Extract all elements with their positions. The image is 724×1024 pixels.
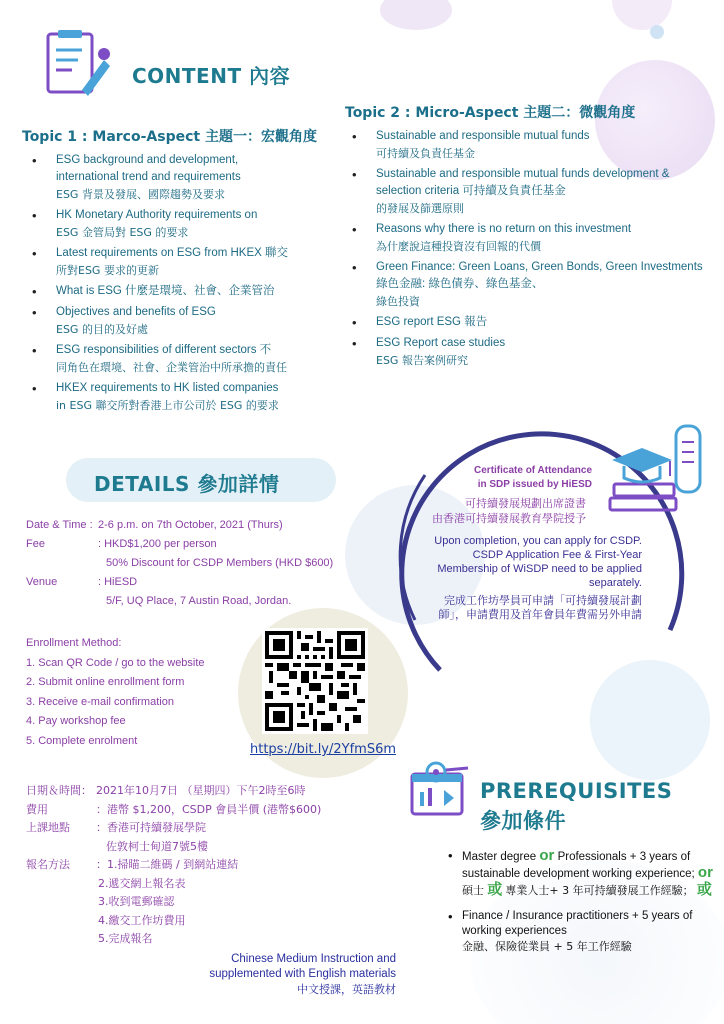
decor-circle bbox=[612, 0, 672, 30]
date-value: 2-6 p.m. on 7th October, 2021 (Thurs) bbox=[98, 519, 283, 531]
prerequisites-icon bbox=[408, 760, 472, 820]
list-item: • Finance / Insurance practitioners + 5 years of working experiences 金融、保險從業員 + 5 年工作經驗 bbox=[446, 909, 716, 955]
topic1-list bbox=[22, 152, 332, 414]
fee-discount: 50% Discount for CSDP Members (HKD $600) bbox=[106, 557, 334, 569]
enrollment-method bbox=[26, 634, 246, 751]
prerequisites-list bbox=[446, 848, 716, 963]
topic1-title: Topic 1 : Marco-Aspect 主題一：宏觀角度 bbox=[22, 129, 317, 145]
fee-value: : HKD$1,200 per person bbox=[98, 538, 217, 550]
enroll-step: 3. Receive e-mail confirmation bbox=[26, 695, 174, 708]
list-item: • Sustainable and responsible mutual funds development & selection criteria 可持續及負責任基金 的發展及篩選原則 bbox=[342, 166, 712, 217]
list-item: • Reasons why there is no return on this investment 為什麼說這種投資沒有回報的代價 bbox=[342, 221, 712, 255]
list-item: • HK Monetary Authority requirements on ESG 金管局對 ESG 的要求 bbox=[22, 207, 332, 241]
enroll-step: 4. Pay workshop fee bbox=[26, 715, 126, 727]
enroll-title: Enrollment Method: bbox=[26, 637, 122, 649]
list-item: • Sustainable and responsible mutual funds 可持續及負責任基金 bbox=[342, 128, 712, 162]
enroll-step: 5. Complete enrolment bbox=[26, 734, 138, 747]
venue-address: 5/F, UQ Place, 7 Austin Road, Jordan. bbox=[106, 595, 292, 607]
medium-note: Chinese Medium Instruction and supplemented with English materials 中文授課，英語教材 bbox=[209, 953, 396, 996]
qr-code[interactable] bbox=[262, 628, 368, 734]
date-label: Date & Time : bbox=[26, 519, 93, 531]
fee-label: Fee bbox=[26, 538, 45, 550]
decor-circle bbox=[650, 25, 664, 39]
list-item: • ESG Report case studies ESG 報告案例研究 bbox=[342, 335, 712, 369]
details-zh: 日期＆時間： 2021年10月7日 （星期四）下午2時至6時 費用 ：港幣 $1,200，CSDP 會員半價 (港幣$600) 上課地點 ：香港可持續發展學院 佐敦柯士甸道7號5樓 報名方法 ：1.掃瞄二維碼 / 到網站連結 2.遞交網上報名表 3.收到電郵確認 4.繳交工作坊費用 5.完成報名 bbox=[26, 784, 322, 945]
venue-value: : HiESD bbox=[98, 576, 138, 588]
enroll-step: 1. Scan QR Code / go to the website bbox=[26, 656, 205, 669]
list-item: • Latest requirements on ESG from HKEX 聯交 所對ESG 要求的更新 bbox=[22, 245, 332, 279]
details-en bbox=[26, 516, 366, 611]
list-item: • ESG report ESG 報告 bbox=[342, 314, 712, 331]
content-icon bbox=[42, 30, 114, 102]
certificate-text: Certificate of Attendance in SDP issued by HiESD 可持續發展規劃出席證書 由香港可持續發展教育學院授予 Upon completion, you can apply for CSDP. CSDP Application Fee & First-Year Membership of WiSDP need to be applied separately. 完成工作坊學員可申請「可持續發展計劃 師」，申請費用及首年會員年費需另外申請 bbox=[432, 465, 642, 621]
list-item: • Master degree or Professionals + 3 years of sustainable development working experience; or 碩士 或 專業人士+ 3 年可持續發展工作經驗； 或 bbox=[446, 848, 716, 899]
topic2-list bbox=[342, 128, 712, 369]
list-item: • ESG background and development, international trend and requirements ESG 背景及發展、國際趨勢及要求 bbox=[22, 152, 332, 203]
topic2-title: Topic 2 : Micro-Aspect 主題二：微觀角度 bbox=[345, 105, 636, 121]
list-item: • HKEX requirements to HK listed companies in ESG 聯交所對香港上市公司於 ESG 的要求 bbox=[22, 380, 332, 414]
enroll-step: 2. Submit online enrollment form bbox=[26, 676, 185, 688]
prerequisites-heading: PREREQUISITES 參加條件 bbox=[480, 779, 673, 833]
details-heading: DETAILS 參加詳情 bbox=[94, 472, 280, 496]
list-item: • What is ESG 什麼是環境、社會、企業管治 bbox=[22, 283, 332, 300]
list-item: • ESG responsibilities of different sectors 不 同角色在環境、社會、企業管治中所承擔的責任 bbox=[22, 342, 332, 376]
decor-circle bbox=[380, 0, 452, 30]
list-item: • Objectives and benefits of ESG ESG 的目的及好處 bbox=[22, 304, 332, 338]
venue-label: Venue bbox=[26, 576, 58, 588]
content-heading: CONTENT 內容 bbox=[132, 64, 291, 88]
enroll-link[interactable]: https://bit.ly/2YfmS6m bbox=[250, 742, 397, 757]
list-item: • Green Finance: Green Loans, Green Bonds, Green Investments 綠色金融: 綠色債券、綠色基金、 綠色投資 bbox=[342, 259, 712, 310]
